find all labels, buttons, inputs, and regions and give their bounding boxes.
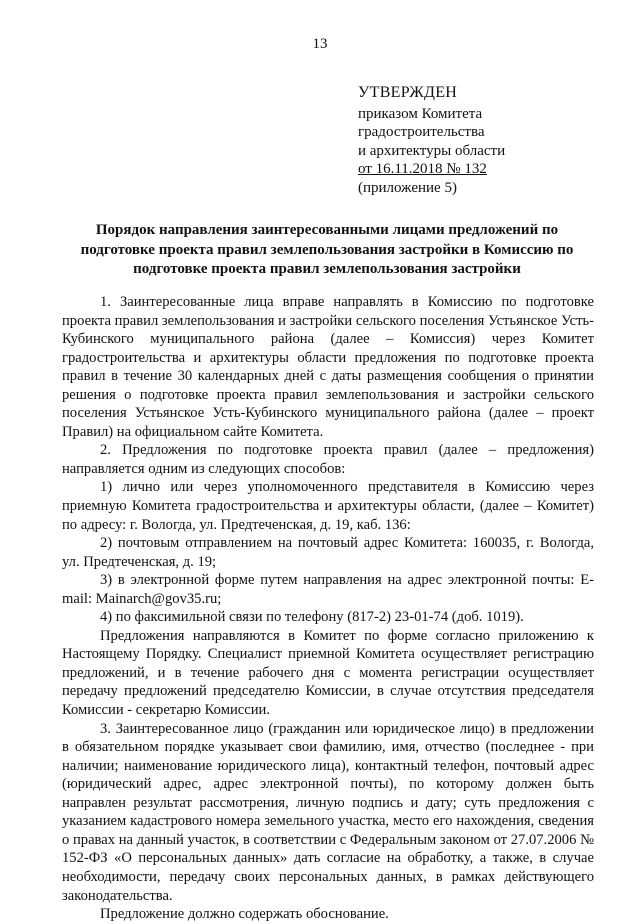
title-line: подготовке проекта правил землепользования застройки в Комиссию по (80, 241, 574, 258)
page-number: 13 (312, 36, 328, 52)
approval-appendix: (приложение 5) (358, 179, 457, 196)
document-title (60, 221, 594, 280)
approval-order: от 16.11.2018 № 132 (358, 161, 487, 177)
title-line: подготовке проекта правил землепользования застройки (133, 261, 521, 277)
approval-line: и архитектуры области (358, 142, 506, 159)
paragraph-justification: Предложение должно содержать обоснование. (100, 906, 389, 923)
approval-line: приказом Комитета (358, 105, 483, 122)
paragraph-method-4: 4) по факсимильной связи по телефону (817-2) 23-01-74 (доб. 1019). (100, 609, 524, 626)
paragraph-3: 3. Заинтересованное лицо (гражданин или юридическое лицо) в предложении в обязательном порядке указывает свои фамилию, имя, отчество (последнее - при наличии; наименование юридического лица), контактный телефон, почтовый адрес (юридический адрес, адрес электронной почты), по которому должен быть направлен результат рассмотрения, личную подпись и дату; суть предложения с указанием кадастрового номера земельного участка, место его нахождения, сведения о правах на данный участок, в соответствии с Федеральным законом от 27.07.2006 № 152-ФЗ «О персональных данных» дать согласие на обработку, а также, в случае необходимости, передачу своих персональных данных, в рамках действующего законодательства. (62, 720, 594, 904)
paragraph-1: 1. Заинтересованные лица вправе направлять в Комиссию по подготовке проекта правил землепользования и застройки сельского поселения Устьянское Усть-Кубинского муниципального района (далее – Комиссия) через Комитет градостроительства и архитектуры области предложения по подготовке проекта правил в течение 30 календарных дней с даты размещения сообщения о принятии решения о подготовке проекта правил землепользования и застройки сельского поселения Устьянское Усть-Кубинского муниципального района (далее – проект Правил) на официальном сайте Комитета. (62, 294, 594, 440)
approval-heading: УТВЕРЖДЕН (358, 84, 458, 101)
paragraph-method-1: 1) лично или через уполномоченного представителя в Комиссию через приемную Комитета градостроительства и архитектуры области, (далее – Комитет) по адресу: г. Вологда, ул. Предтеченская, д. 19, каб. 136: (62, 479, 594, 533)
title-line: Порядок направления заинтересованными лицами предложений по (95, 222, 559, 238)
document-body (62, 293, 594, 924)
paragraph-method-2: 2) почтовым отправлением на почтовый адрес Комитета: 160035, г. Вологда, ул. Предтеченская, д. 19; (62, 535, 594, 570)
approval-stamp (358, 84, 505, 197)
paragraph-processing: Предложения направляются в Комитет по форме согласно приложению к Настоящему Порядку. Специалист приемной Комитета осуществляет регистрацию предложений, и в течение рабочего дня с момента регистрации осуществляет передачу предложений председателю Комиссии, в случае отсутствия председателя Комиссии - секретарю Комиссии. (62, 627, 594, 719)
paragraph-2: 2. Предложения по подготовке проекта правил (далее – предложения) направляется одним из следующих способов: (62, 442, 594, 477)
paragraph-method-3: 3) в электронной форме путем направления на адрес электронной почты: E-mail: Mainarch@gov35.ru; (62, 572, 594, 607)
approval-line: градостроительства (358, 124, 485, 140)
